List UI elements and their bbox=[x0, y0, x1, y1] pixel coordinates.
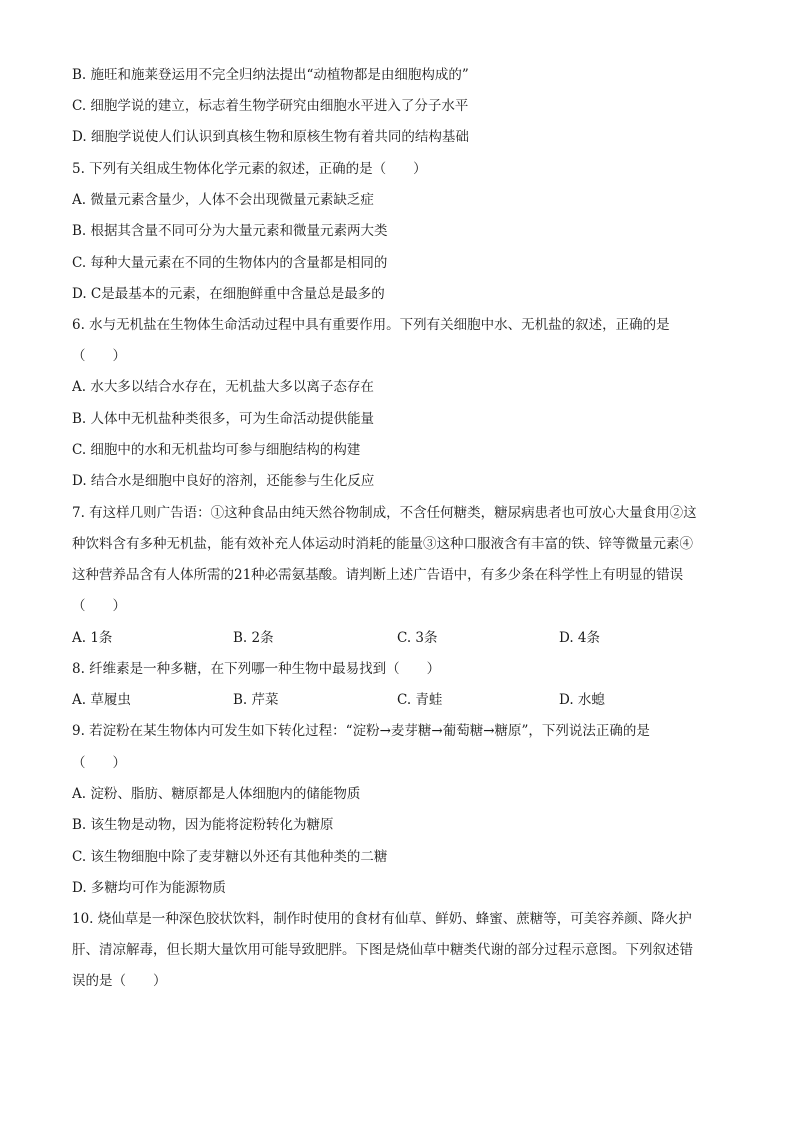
q5-option-a: A. 微量元素含量少，人体不会出现微量元素缺乏症 bbox=[72, 192, 374, 208]
q5-stem: 5. 下列有关组成生物体化学元素的叙述，正确的是（ ） bbox=[72, 161, 427, 177]
q4-option-b: B. 施旺和施莱登运用不完全归纳法提出“动植物都是由细胞构成的” bbox=[72, 67, 469, 83]
q8-option-d: D. 水螅 bbox=[559, 692, 605, 708]
q9-option-a: A. 淀粉、脂肪、糖原都是人体细胞内的储能物质 bbox=[72, 786, 361, 802]
q6-stem-line-1: 6. 水与无机盐在生物体生命活动过程中具有重要作用。下列有关细胞中水、无机盐的叙述，正确的是 bbox=[72, 317, 670, 333]
q7-option-d: D. 4条 bbox=[559, 630, 601, 646]
q8-option-b: B. 芹菜 bbox=[233, 692, 279, 708]
q6-option-d: D. 结合水是细胞中良好的溶剂，还能参与生化反应 bbox=[72, 473, 375, 489]
q8-options bbox=[72, 691, 732, 709]
q10-stem-line-3: 误的是（ ） bbox=[72, 973, 167, 989]
q7-options bbox=[72, 629, 732, 647]
q7-option-c: C. 3条 bbox=[397, 630, 438, 646]
q6-stem-line-2: （ ） bbox=[72, 348, 126, 364]
q10-stem-line-1: 10. 烧仙草是一种深色胶状饮料，制作时使用的食材有仙草、鲜奶、蜂蜜、蔗糖等，可美容养颜、降火护 bbox=[72, 911, 692, 927]
q7-stem-line-3: 这种营养品含有人体所需的21种必需氨基酸。请判断上述广告语中，有多少条在科学性上有明显的错误 bbox=[72, 567, 684, 583]
q8-option-c: C. 青蛙 bbox=[397, 692, 443, 708]
q7-option-b: B. 2条 bbox=[233, 630, 274, 646]
q9-option-d: D. 多糖均可作为能源物质 bbox=[72, 880, 226, 896]
q9-option-b: B. 该生物是动物，因为能将淀粉转化为糖原 bbox=[72, 817, 334, 833]
q9-stem-line-1: 9. 若淀粉在某生物体内可发生如下转化过程：“淀粉→麦芽糖→葡萄糖→糖原”，下列说法正确的是 bbox=[72, 723, 650, 739]
q9-option-c: C. 该生物细胞中除了麦芽糖以外还有其他种类的二糖 bbox=[72, 849, 388, 865]
q4-option-c: C. 细胞学说的建立，标志着生物学研究由细胞水平进入了分子水平 bbox=[72, 98, 469, 114]
q7-option-a: A. 1条 bbox=[72, 630, 113, 646]
q4-option-d: D. 细胞学说使人们认识到真核生物和原核生物有着共同的结构基础 bbox=[72, 129, 469, 145]
q5-option-d: D. C是最基本的元素，在细胞鲜重中含量总是最多的 bbox=[72, 286, 385, 302]
q6-option-c: C. 细胞中的水和无机盐均可参与细胞结构的构建 bbox=[72, 442, 361, 458]
q7-stem-line-2: 种饮料含有多种无机盐，能有效补充人体运动时消耗的能量③这种口服液含有丰富的铁、锌等微量元素④ bbox=[72, 536, 693, 552]
q8-stem: 8. 纤维素是一种多糖，在下列哪一种生物中最易找到（ ） bbox=[72, 661, 441, 677]
q8-option-a: A. 草履虫 bbox=[72, 692, 131, 708]
q10-stem-line-2: 肝、清凉解毒，但长期大量饮用可能导致肥胖。下图是烧仙草中糖类代谢的部分过程示意图。下列叙述错 bbox=[72, 942, 693, 958]
q7-stem-line-1: 7. 有这样几则广告语：①这种食品由纯天然谷物制成，不含任何糖类，糖尿病患者也可放心大量食用②这 bbox=[72, 505, 697, 521]
q9-stem-line-2: （ ） bbox=[72, 755, 126, 771]
q5-option-b: B. 根据其含量不同可分为大量元素和微量元素两大类 bbox=[72, 223, 388, 239]
q6-option-b: B. 人体中无机盐种类很多，可为生命活动提供能量 bbox=[72, 411, 375, 427]
q6-option-a: A. 水大多以结合水存在，无机盐大多以离子态存在 bbox=[72, 379, 374, 395]
q5-option-c: C. 每种大量元素在不同的生物体内的含量都是相同的 bbox=[72, 255, 388, 271]
q7-stem-line-4: （ ） bbox=[72, 598, 126, 614]
